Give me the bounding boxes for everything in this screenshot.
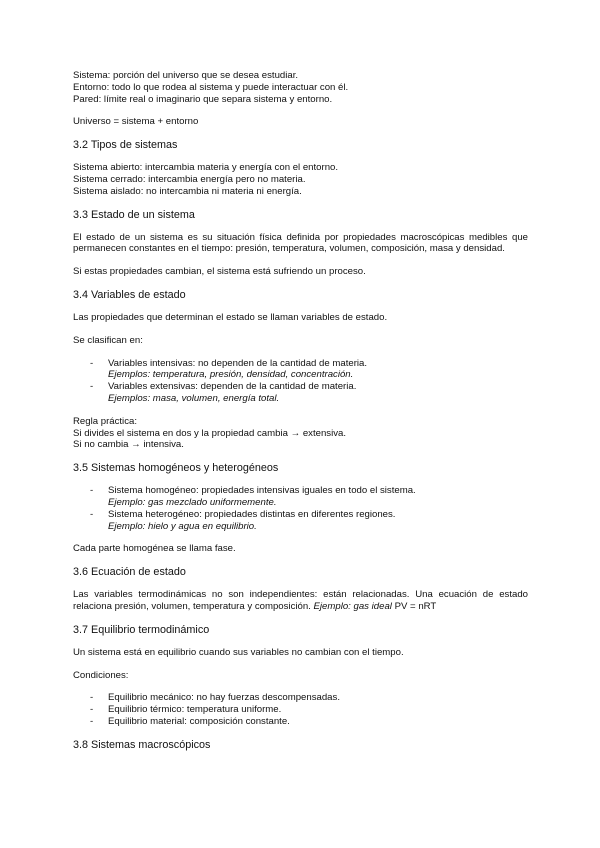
section-3-8-heading: 3.8 Sistemas macroscópicos bbox=[73, 738, 211, 751]
equation-of-state-text: Las variables termodinámicas no son independientes: están relacionadas. Una ecuación de estado relaciona presión, volumen, temperatura y composición. bbox=[73, 589, 528, 612]
ideal-gas-example: Ejemplo: gas ideal bbox=[313, 600, 392, 612]
bullet-dash: - bbox=[90, 381, 94, 393]
section-3-7-heading: 3.7 Equilibrio termodinámico bbox=[73, 623, 210, 636]
homogeneous-list bbox=[73, 485, 528, 532]
bullet-dash: - bbox=[90, 704, 94, 716]
bullet-dash: - bbox=[90, 715, 94, 727]
equilibrium-conditions-list bbox=[73, 692, 528, 727]
definitions-block bbox=[73, 70, 528, 105]
practical-rule-block bbox=[73, 416, 528, 451]
homogeneous-text: Sistema homogéneo: propiedades intensivas iguales en todo el sistema. bbox=[108, 485, 416, 497]
bullet-dash: - bbox=[90, 357, 94, 369]
extensive-variables-example: Ejemplos: masa, volumen, energía total. bbox=[108, 392, 280, 404]
section-3-6-heading: 3.6 Ecuación de estado bbox=[73, 566, 186, 579]
mechanical-equilibrium: Equilibrio mecánico: no hay fuerzas descompensadas. bbox=[108, 692, 340, 704]
ideal-gas-formula: PV = nRT bbox=[394, 600, 437, 612]
heterogeneous-text: Sistema heterogéneo: propiedades distintas en diferentes regiones. bbox=[108, 508, 396, 520]
equation-of-state-paragraph bbox=[73, 589, 528, 613]
state-variables-paragraph: Las propiedades que determinan el estado se llaman variables de estado. bbox=[73, 311, 388, 323]
conditions-paragraph: Condiciones: bbox=[73, 669, 129, 681]
practical-rule-extensive: Si divides el sistema en dos y la propiedad cambia → extensiva. bbox=[73, 427, 347, 439]
bullet-dash: - bbox=[90, 692, 94, 704]
definition-entorno: Entorno: todo lo que rodea al sistema y puede interactuar con él. bbox=[73, 81, 349, 93]
list-item bbox=[73, 716, 528, 728]
bullet-dash: - bbox=[90, 485, 94, 497]
section-3-5-heading: 3.5 Sistemas homogéneos y heterogéneos bbox=[73, 462, 279, 475]
definition-pared: Pared: límite real o imaginario que separa sistema y entorno. bbox=[73, 93, 333, 105]
thermal-equilibrium: Equilibrio térmico: temperatura uniforme. bbox=[108, 704, 282, 716]
definition-sistema: Sistema: porción del universo que se desea estudiar. bbox=[73, 70, 299, 81]
list-item bbox=[73, 358, 528, 382]
section-3-2-heading: 3.2 Tipos de sistemas bbox=[73, 139, 178, 152]
process-paragraph: Si estas propiedades cambian, el sistema está sufriendo un proceso. bbox=[73, 266, 366, 278]
variables-list bbox=[73, 358, 528, 405]
state-definition-paragraph: El estado de un sistema es su situación física definida por propiedades macroscópicas medibles que permanecen constantes en el tiempo: presión, temperatura, volumen, composición, masa y densidad. bbox=[73, 231, 528, 255]
extensive-variables-text: Variables extensivas: dependen de la cantidad de materia. bbox=[108, 381, 357, 393]
material-equilibrium: Equilibrio material: composición constante. bbox=[108, 715, 290, 727]
section-3-4-heading: 3.4 Variables de estado bbox=[73, 288, 186, 301]
phase-paragraph: Cada parte homogénea se llama fase. bbox=[73, 543, 236, 555]
list-item bbox=[73, 692, 528, 704]
intensive-variables-example: Ejemplos: temperatura, presión, densidad, concentración. bbox=[108, 369, 354, 381]
practical-rule-title: Regla práctica: bbox=[73, 415, 137, 427]
classification-paragraph: Se clasifican en: bbox=[73, 334, 143, 346]
type-open: Sistema abierto: intercambia materia y energía con el entorno. bbox=[73, 162, 339, 174]
list-item bbox=[73, 485, 528, 509]
universe-equation: Universo = sistema + entorno bbox=[73, 116, 199, 128]
bullet-dash: - bbox=[90, 508, 94, 520]
heterogeneous-example: Ejemplo: hielo y agua en equilibrio. bbox=[108, 520, 257, 532]
intensive-variables-text: Variables intensivas: no dependen de la cantidad de materia. bbox=[108, 357, 368, 369]
system-types-block bbox=[73, 162, 528, 197]
homogeneous-example: Ejemplo: gas mezclado uniformemente. bbox=[108, 496, 277, 508]
document-page bbox=[73, 70, 528, 762]
practical-rule-intensive: Si no cambia → intensiva. bbox=[73, 439, 184, 451]
list-item bbox=[73, 704, 528, 716]
type-closed: Sistema cerrado: intercambia energía pero no materia. bbox=[73, 173, 306, 185]
section-3-3-heading: 3.3 Estado de un sistema bbox=[73, 208, 195, 221]
list-item bbox=[73, 381, 528, 405]
equilibrium-paragraph: Un sistema está en equilibrio cuando sus variables no cambian con el tiempo. bbox=[73, 646, 404, 658]
list-item bbox=[73, 509, 528, 533]
type-isolated: Sistema aislado: no intercambia ni materia ni energía. bbox=[73, 185, 302, 197]
